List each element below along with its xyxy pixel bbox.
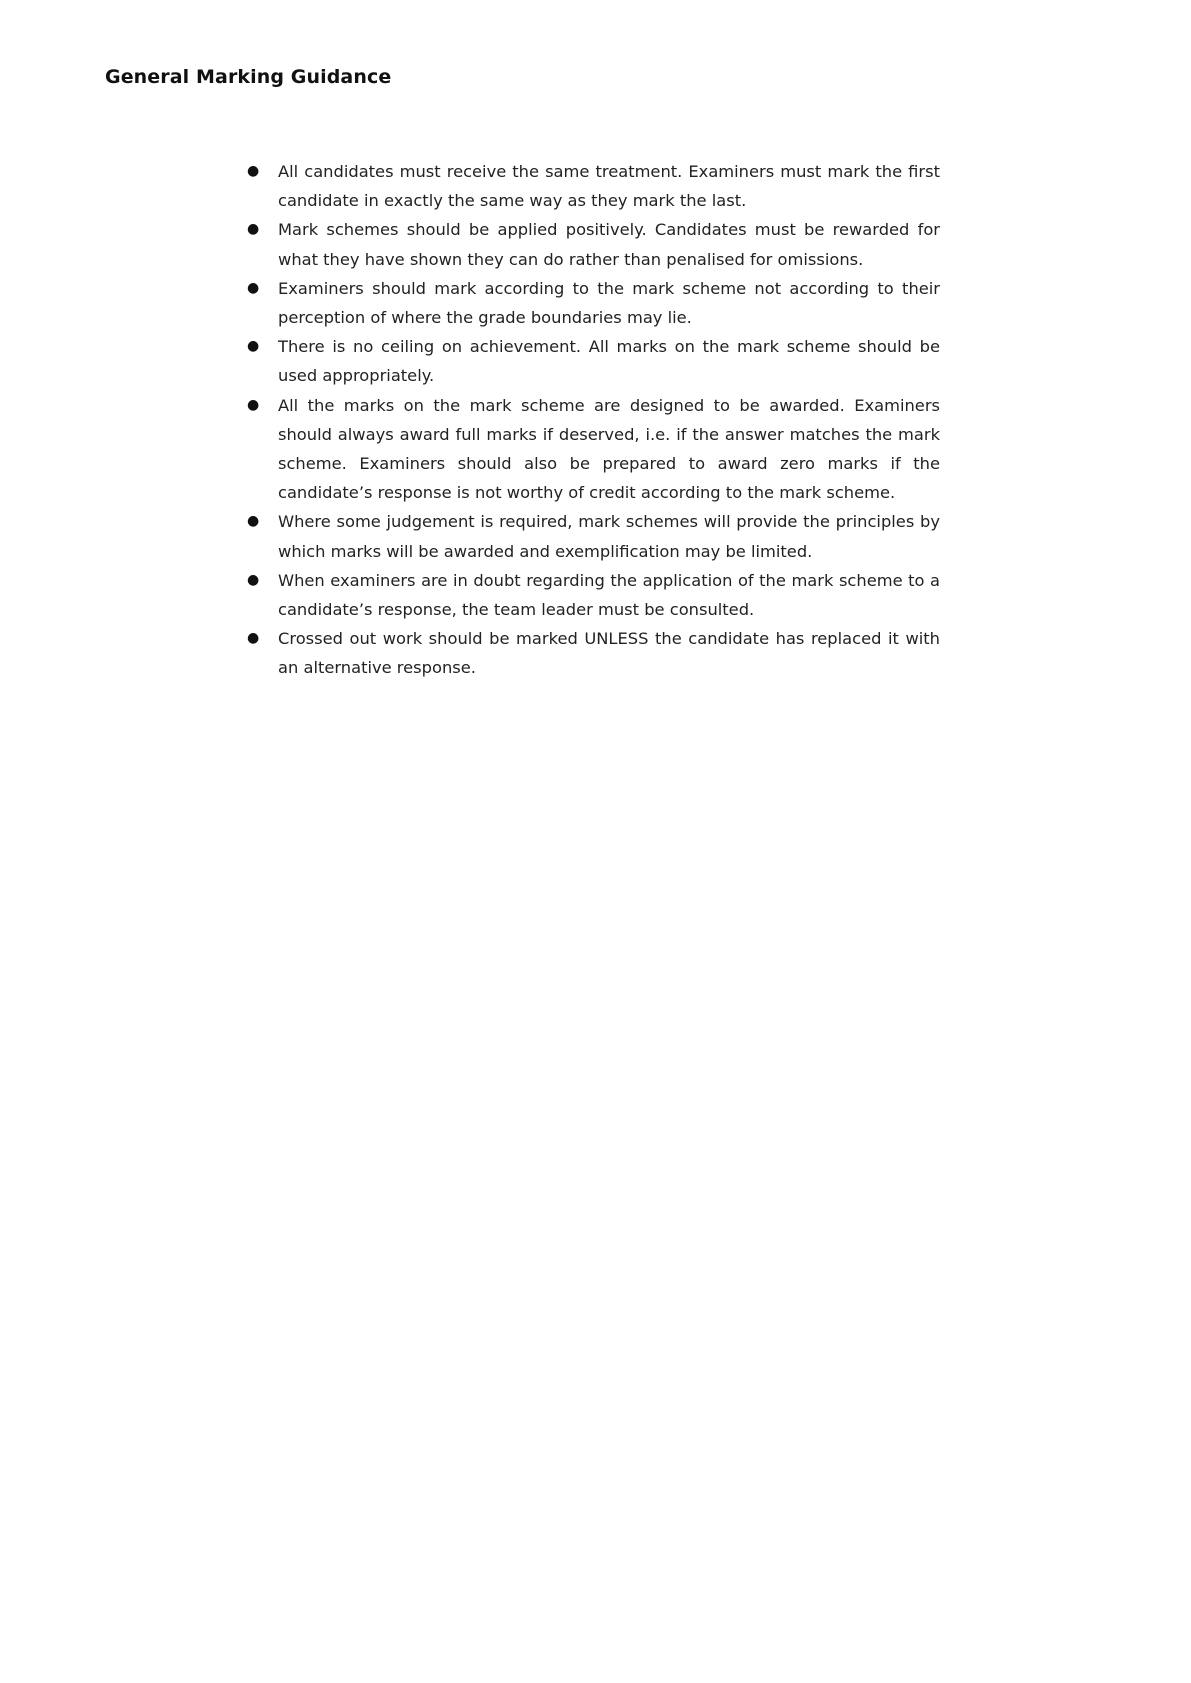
list-item-text: There is no ceiling on achievement. All marks on the mark scheme should be used appropriately. (278, 337, 940, 386)
list-item (247, 274, 940, 332)
bullet-icon: ● (247, 630, 260, 647)
list-item-text: All candidates must receive the same treatment. Examiners must mark the first candidate in exactly the same way as they mark the last. (278, 162, 940, 211)
bullet-icon: ● (247, 221, 260, 238)
bullet-icon: ● (247, 571, 260, 588)
list-item (247, 624, 940, 682)
bullet-icon: ● (247, 396, 260, 413)
bullet-icon: ● (247, 279, 260, 296)
list-item (247, 566, 940, 624)
page-title: General Marking Guidance (105, 66, 392, 88)
guidance-list (247, 157, 940, 683)
list-item-text: Crossed out work should be marked UNLESS the candidate has replaced it with an alternative response. (278, 629, 940, 678)
list-item (247, 507, 940, 565)
list-item (247, 215, 940, 273)
list-item-text: Mark schemes should be applied positively. Candidates must be rewarded for what they have shown they can do rather than penalised for omissions. (278, 220, 940, 269)
bullet-icon: ● (247, 513, 260, 530)
list-item (247, 391, 940, 508)
bullet-icon: ● (247, 338, 260, 355)
list-item-text: When examiners are in doubt regarding the application of the mark scheme to a candidate’s response, the team leader must be consulted. (278, 570, 940, 620)
list-item-text: Examiners should mark according to the mark scheme not according to their perception of where the grade boundaries may lie. (278, 278, 940, 328)
list-item-text: All the marks on the mark scheme are designed to be awarded. Examiners should always award full marks if deserved, i.e. if the answer matches the mark scheme. Examiners should also be prepared to award zero marks if the candidate’s response is not worthy of credit according to the mark scheme. (278, 395, 940, 503)
list-item (247, 157, 940, 215)
list-item (247, 332, 940, 390)
bullet-icon: ● (247, 163, 260, 179)
list-item-text: Where some judgement is required, mark schemes will provide the principles by which marks will be awarded and exemplification may be limited. (278, 512, 940, 561)
